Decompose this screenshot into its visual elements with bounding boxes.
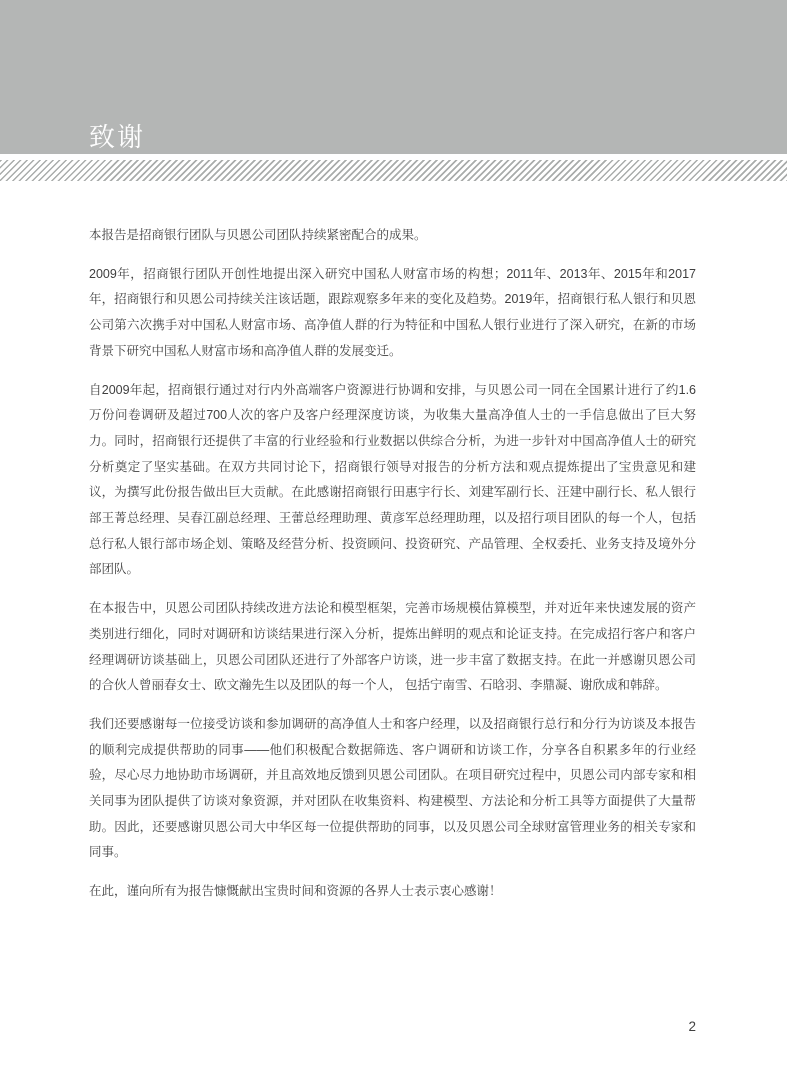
- diagonal-hatch-band: [0, 160, 787, 181]
- paragraph-interviewees-thanks: 我们还要感谢每一位接受访谈和参加调研的高净值人士和客户经理，以及招商银行总行和分行为访谈及本报告的顺利完成提供帮助的同事——他们积极配合数据筛选、客户调研和访谈工作，分享各自积累多年的行业经验，尽心尽力地协助市场调研，并且高效地反馈到贝恩公司团队。在项目研究过程中，贝恩公司内部专家和相关同事为团队提供了访谈对象资源，并对团队在收集资料、构建模型、方法论和分析工具等方面提供了大量帮助。因此，还要感谢贝恩公司大中华区每一位提供帮助的同事，以及贝恩公司全球财富管理业务的相关专家和同事。: [89, 716, 696, 860]
- paragraph-intro: 本报告是招商银行团队与贝恩公司团队持续紧密配合的成果。: [89, 228, 427, 242]
- page-number: 2: [688, 1019, 696, 1034]
- paragraph-cmb-thanks: 自2009年起，招商银行通过对行内外高端客户资源进行协调和安排，与贝恩公司一同在全国累计进行了约1.6万份问卷调研及超过700人次的客户及客户经理深度访谈，为收集大量高净值人士的一手信息做出了巨大努力。同时，招商银行还提供了丰富的行业经验和行业数据以供综合分析，为进一步针对中国高净值人士的研究分析奠定了坚实基础。在双方共同讨论下，招商银行领导对报告的分析方法和观点提炼提出了宝贵意见和建议，为撰写此份报告做出巨大贡献。在此感谢招商银行田惠宇行长、刘建军副行长、汪建中副行长、私人银行部王菁总经理、吴春江副总经理、王蕾总经理助理、黄彦军总经理助理，以及招行项目团队的每一个人，包括总行私人银行部市场企划、策略及经营分析、投资顾问、投资研究、产品管理、全权委托、业务支持及境外分部团队。: [89, 382, 696, 577]
- header-band: [0, 0, 787, 154]
- paragraph-bain-team: 在本报告中，贝恩公司团队持续改进方法论和模型框架，完善市场规模估算模型，并对近年来快速发展的资产类别进行细化，同时对调研和访谈结果进行深入分析，提炼出鲜明的观点和论证支持。在完成招行客户和客户经理调研访谈基础上，贝恩公司团队还进行了外部客户访谈，进一步丰富了数据支持。在此一并感谢贝恩公司的合伙人曾丽春女士、欧文瀚先生以及团队的每一个人， 包括宁南雪、石晗羽、李鼎凝、谢欣成和韩辞。: [89, 601, 696, 693]
- paragraph-history: 2009年，招商银行团队开创性地提出深入研究中国私人财富市场的构想；2011年、2013年、2015年和2017年，招商银行和贝恩公司持续关注该话题，跟踪观察多年来的变化及趋势。2019年，招商银行私人银行和贝恩公司第六次携手对中国私人财富市场、高净值人群的行为特征和中国私人银行业进行了深入研究，在新的市场背景下研究中国私人财富市场和高净值人群的发展变迁。: [89, 266, 696, 358]
- paragraph-closing: 在此，谨向所有为报告慷慨献出宝贵时间和资源的各界人士表示衷心感谢！: [89, 884, 502, 899]
- acknowledgments-body: [89, 223, 696, 918]
- page-title: 致谢: [89, 122, 146, 152]
